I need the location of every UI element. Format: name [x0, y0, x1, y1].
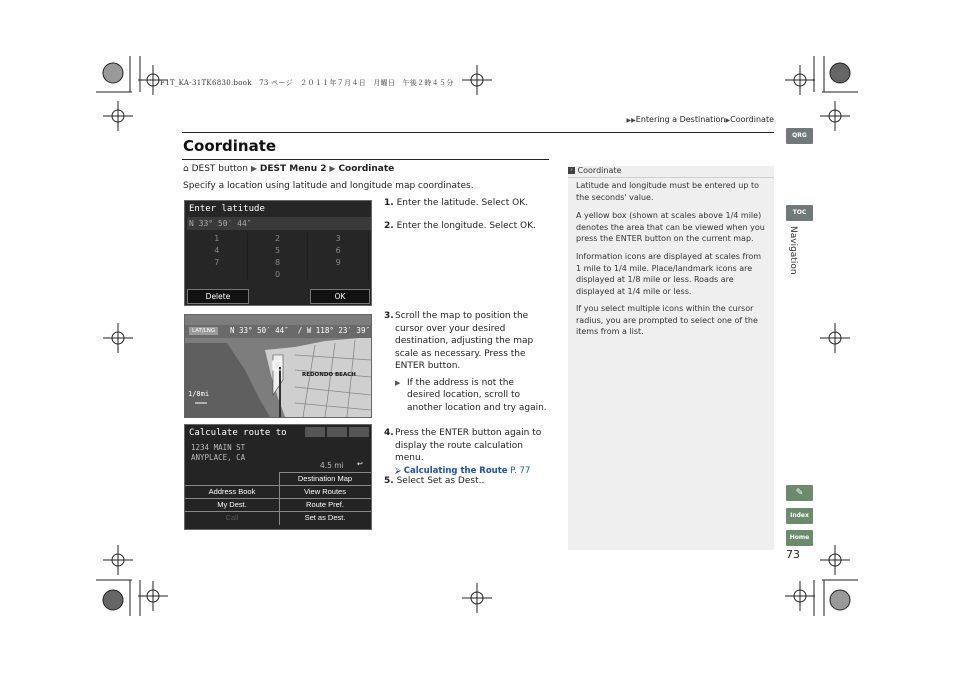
- keypad-row: [187, 245, 369, 257]
- step-3: 3. Scroll the map to position the cursor over your desired destination, adjusting the map scale as necessary. Press the ENTER button. ▶ If the address is not the desired location, scroll to another location and try again.: [384, 311, 547, 413]
- sidebar-p3: Information icons are displayed at scales from 1 mile to 1/4 mile. Place/landmark icons are displayed at 1/8 mile or less. Roads are displayed at 1/4 mile or less.: [576, 252, 762, 296]
- path-end: Coordinate: [338, 164, 395, 174]
- step-5: 5. Select Set as Dest..: [384, 476, 485, 486]
- path-arrow-icon: ▶: [329, 164, 336, 173]
- screen-title: Calculate route to: [189, 428, 287, 438]
- tab-qrg[interactable]: QRG: [786, 128, 813, 144]
- keypad: [187, 233, 369, 281]
- note-icon: ›: [568, 167, 575, 174]
- keypad-row: [187, 233, 369, 245]
- key-3[interactable]: 3: [308, 233, 369, 245]
- menu-destination-map[interactable]: Destination Map: [297, 474, 353, 483]
- key-7[interactable]: 7: [187, 257, 248, 269]
- menu-route-pref[interactable]: Route Pref.: [306, 500, 344, 509]
- page-title: Coordinate: [183, 137, 277, 155]
- key-5[interactable]: 5: [248, 245, 309, 257]
- key-blank: [187, 269, 248, 281]
- key-4[interactable]: 4: [187, 245, 248, 257]
- latlng-badge: LAT/LNG: [189, 327, 218, 335]
- delete-button[interactable]: Delete: [187, 289, 249, 304]
- intro-text: Specify a location using latitude and longitude map coordinates.: [183, 181, 474, 191]
- key-0[interactable]: 0: [248, 269, 309, 281]
- header-rule: [182, 132, 774, 133]
- print-header: F1T_KA-31TK6830.book 73 ページ ２０１１年７月４日 月曜日 午後２時４５分: [160, 79, 454, 87]
- map-screen: [184, 314, 372, 418]
- key-6[interactable]: 6: [308, 245, 369, 257]
- route-screen: [184, 424, 372, 530]
- key-8[interactable]: 8: [248, 257, 309, 269]
- breadcrumb: [627, 115, 774, 124]
- key-1[interactable]: 1: [187, 233, 248, 245]
- sidebar-head-rule: [568, 177, 774, 178]
- ok-button[interactable]: OK: [310, 289, 370, 304]
- page-button[interactable]: [305, 427, 325, 437]
- sidebar-head: › Coordinate: [568, 166, 621, 175]
- breadcrumb-arrow-icon: ▶▶: [626, 117, 636, 124]
- tab-index[interactable]: Index: [786, 508, 813, 524]
- page-buttons: [305, 427, 369, 437]
- page-button[interactable]: [349, 427, 369, 437]
- address-line-1: 1234 MAIN ST: [191, 443, 246, 452]
- step-1: 1. Enter the latitude. Select OK.: [384, 198, 528, 208]
- sidebar-p1: Latitude and longitude must be entered up to the seconds' value.: [576, 181, 759, 202]
- divider: [279, 473, 280, 525]
- link-arrow-icon: ⮚: [395, 465, 402, 476]
- latitude-value: N 33° 50′ 44″: [187, 217, 371, 230]
- side-label: Navigation: [788, 226, 798, 275]
- menu-path: [183, 164, 394, 174]
- menu-my-dest[interactable]: My Dest.: [217, 500, 247, 509]
- path-mid: DEST Menu 2: [259, 164, 327, 174]
- breadcrumb-part1[interactable]: Entering a Destination: [635, 115, 726, 124]
- sub-bullet-icon: ▶: [395, 378, 401, 387]
- keypad-row: [187, 257, 369, 269]
- path-arrow-icon: ▶: [250, 164, 257, 173]
- key-2[interactable]: 2: [248, 233, 309, 245]
- page-number: 73: [786, 548, 800, 561]
- calculating-route-link[interactable]: Calculating the Route: [403, 465, 508, 476]
- step-4: 4. Press the ENTER button again to display the route calculation menu. ⮚ Calculating the Route P. 77: [384, 428, 542, 476]
- sidebar-p2: A yellow box (shown at scales above 1/4 mile) denotes the area that can be viewed when you press the ENTER button on the current map.: [576, 211, 765, 243]
- page-button[interactable]: [327, 427, 347, 437]
- tab-home[interactable]: Home: [786, 530, 813, 546]
- menu-view-routes[interactable]: View Routes: [304, 487, 346, 496]
- address-line-2: ANYPLACE, CA: [191, 453, 246, 462]
- breadcrumb-arrow-icon: ▶: [725, 117, 731, 124]
- distance: 4.5 mi: [320, 461, 344, 470]
- key-9[interactable]: 9: [308, 257, 369, 269]
- link-page[interactable]: P. 77: [510, 465, 531, 476]
- menu-address-book[interactable]: Address Book: [208, 487, 256, 496]
- tab-toc[interactable]: TOC: [786, 205, 813, 221]
- keypad-row: [187, 269, 369, 281]
- title-rule: [182, 159, 549, 160]
- sidebar-p4: If you select multiple icons within the cursor radius, you are prompted to select one of the items from a list.: [576, 304, 758, 336]
- tab-navigation[interactable]: [786, 485, 813, 501]
- latitude-screen: [184, 200, 372, 306]
- key-blank: [308, 269, 369, 281]
- navigation-icon: ✎: [795, 488, 804, 498]
- map-scale[interactable]: 1/8mi: [188, 390, 210, 398]
- coord-readout: N 33° 50′ 44″ / W 118° 23′ 39″: [230, 326, 370, 335]
- path-start: DEST button: [191, 164, 248, 174]
- direction-icon: ↩: [357, 460, 363, 468]
- menu-call: Call: [225, 513, 239, 522]
- breadcrumb-part2: Coordinate: [730, 115, 774, 124]
- screen-title: Enter latitude: [189, 204, 265, 214]
- map-place-label: REDONDO BEACH: [302, 372, 356, 378]
- home-button-icon: ⌂: [183, 164, 189, 174]
- step-2: 2. Enter the longitude. Select OK.: [384, 221, 536, 231]
- menu-set-as-dest[interactable]: Set as Dest.: [304, 513, 346, 522]
